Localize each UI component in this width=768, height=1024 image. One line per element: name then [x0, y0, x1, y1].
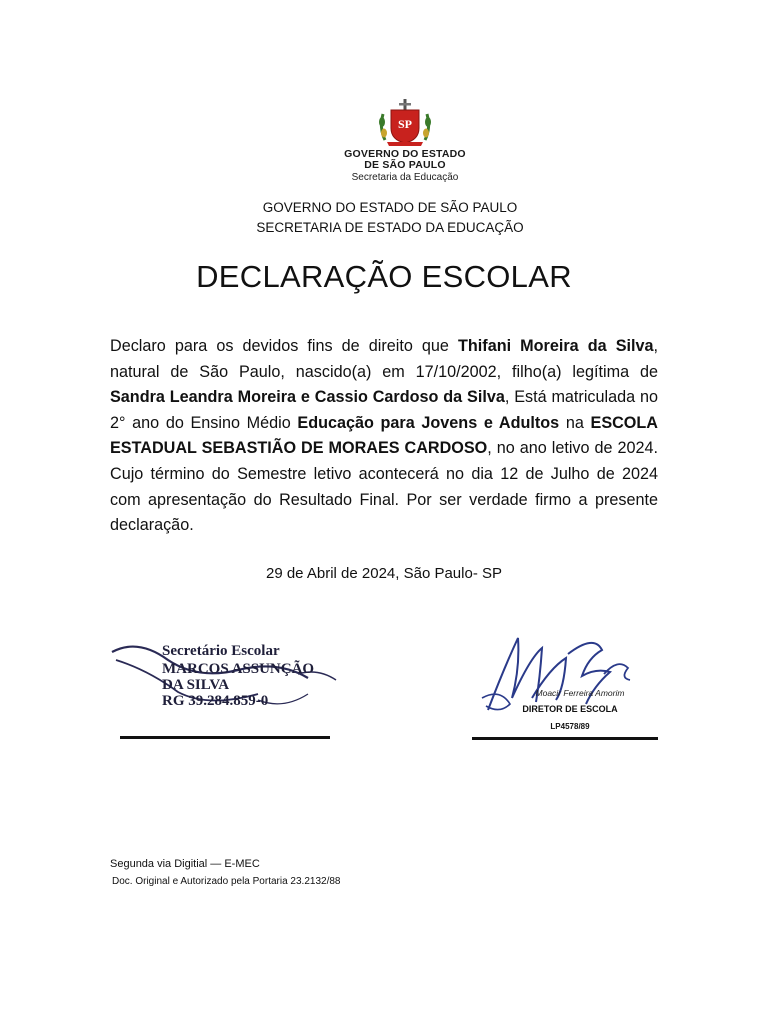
body-text-2: , natural de São Paulo, nascido(a) em 17/10/2002, filho(a) legítima de: [110, 337, 658, 381]
government-header: [0, 198, 768, 238]
coat-of-arms-icon: [375, 98, 435, 146]
logo-line-2: DE SÃO PAULO: [364, 159, 446, 171]
school-name: ESCOLA ESTADUAL SEBASTIÃO DE MORAES CARDOSO: [110, 413, 658, 458]
parents-names: Sandra Leandra Moreira e Cassio Cardoso da Silva: [110, 388, 505, 407]
gov-line-2: SECRETARIA DE ESTADO DA EDUCAÇÃO: [256, 220, 524, 235]
logo-line-1: GOVERNO DO ESTADO: [344, 148, 466, 160]
gov-line-1: GOVERNO DO ESTADO DE SÃO PAULO: [262, 200, 518, 215]
director-role: DIRETOR DE ESCOLA: [522, 704, 618, 714]
seal-text: SP: [397, 117, 413, 131]
government-logo: [330, 98, 480, 188]
secretary-signature-line: [120, 736, 330, 739]
body-text-5: , no ano letivo de 2024. Cujo término do Semestre letivo acontecerá no dia 12 de Julho de 2024 com apresentação do Resultado Final. Por ser verdade firmo a presente declaração.: [110, 439, 658, 535]
stamp-line-4: RG 39.284.859-0: [162, 693, 269, 709]
director-signature-line: [472, 737, 658, 740]
footer-line-2: Doc. Original e Autorizado pela Portaria 23.2132/88: [112, 876, 341, 887]
body-text-3: , Está matriculada no 2° ano do Ensino Médio: [110, 388, 658, 432]
declaration-body: [110, 334, 658, 539]
stamp-line-3: DA SILVA: [162, 677, 230, 693]
stamp-line-2: MARCOS ASSUNÇÃO: [162, 661, 315, 677]
stamp-line-1: Secretário Escolar: [162, 643, 280, 659]
student-name: Thifani Moreira da Silva: [458, 337, 654, 355]
body-text-4: na: [559, 413, 591, 432]
director-stamp: [470, 628, 660, 743]
director-code: LP4578/89: [550, 722, 590, 731]
document-title: DECLARAÇÃO ESCOLAR: [196, 259, 572, 294]
secretary-stamp: [108, 630, 348, 745]
date-location: 29 de Abril de 2024, São Paulo- SP: [265, 565, 502, 582]
director-name: Moacir Ferreira Amorim: [535, 688, 625, 698]
footer-line-1: Segunda via Digitial — E-MEC: [110, 858, 260, 870]
logo-line-3: Secretaria da Educação: [351, 172, 459, 183]
body-text-1: Declaro para os devidos fins de direito que: [110, 337, 459, 355]
course-name: Educação para Jovens e Adultos: [297, 413, 560, 432]
